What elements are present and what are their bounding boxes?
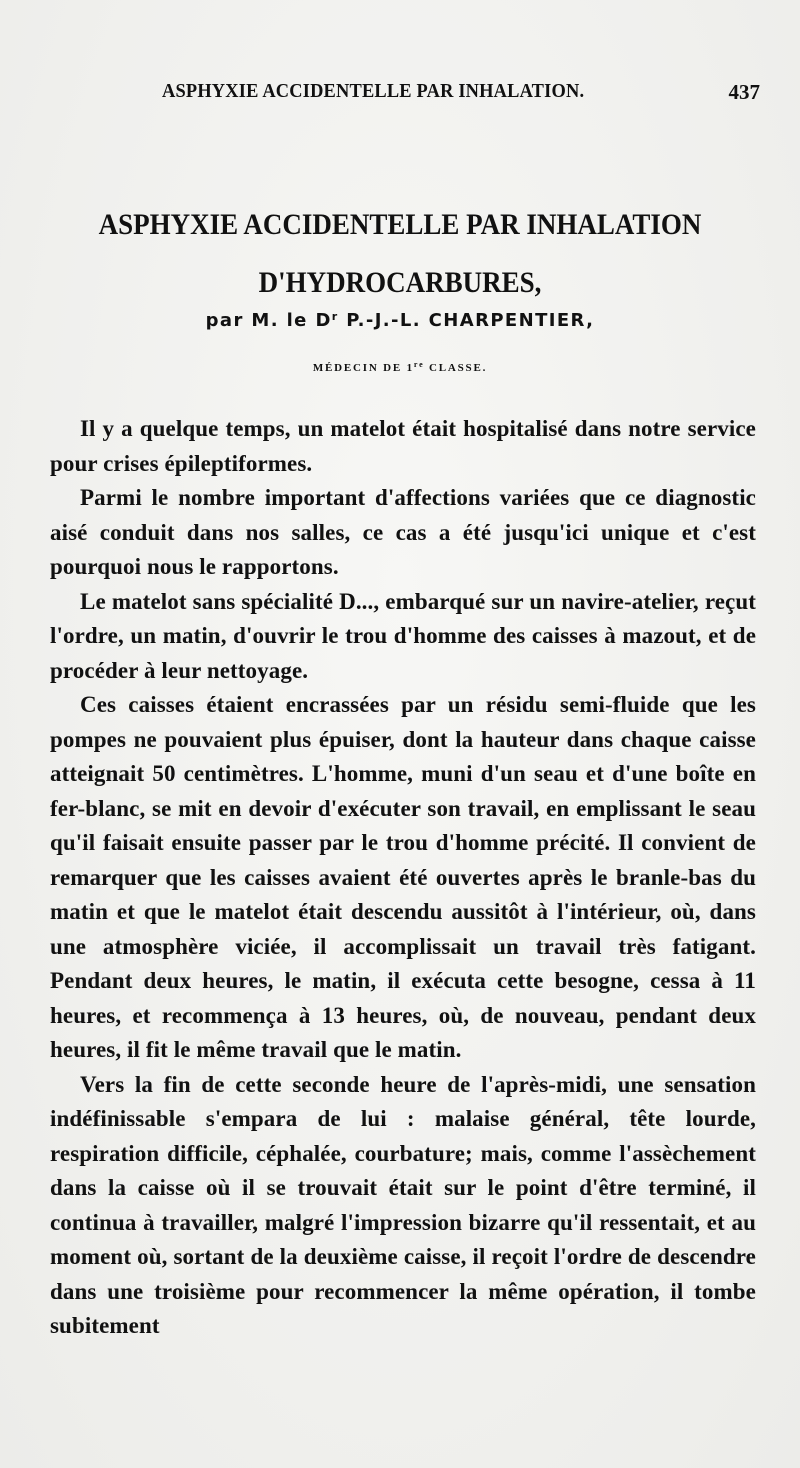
author-name: P.-J.-L. CHARPENTIER,: [338, 310, 595, 331]
role-suffix: CLASSE.: [424, 362, 488, 374]
title-line-1: ASPHYXIE ACCIDENTELLE PAR INHALATION: [98, 208, 702, 241]
paragraph: Vers la fin de cette seconde heure de l'après-midi, une sensation indéfinissable s'empara de lui : malaise général, tête lourde, respiration difficile, céphalée, courbature; mais, comme l'assèchement dans la caisse où il se trouvait était sur le point d'être terminé, il continua à travailler, malgré l'impression bizarre qu'il ressentait, et au moment où, sortant de la deuxième caisse, il reçoit l'ordre de descendre dans une troisième pour recommencer la même opération, il tombe subitement: [50, 1071, 756, 1338]
role-prefix: MÉDECIN DE 1: [312, 362, 414, 374]
author-superscript: r: [331, 310, 339, 323]
author-line: [0, 310, 800, 331]
paragraph: Ces caisses étaient encrassées par un résidu semi-fluide que les pompes ne pouvaient plus épuiser, dont la hauteur dans chaque caisse atteignait 50 centimètres. L'homme, muni d'un seau et d'une boîte en fer-blanc, se mit en devoir d'exécuter son travail, en emplissant le seau qu'il faisait ensuite passer par le trou d'homme précité. Il convient de remarquer que les caisses avaient été ouvertes après le branle-bas du matin et que le matelot était descendu aussitôt à l'intérieur, où, dans une atmosphère viciée, il accomplissait un travail très fatigant. Pendant deux heures, le matin, il exécuta cette besogne, cessa à 11 heures, et recommença à 13 heures, où, de nouveau, pendant deux heures, il fit le même travail que le matin.: [50, 692, 756, 1062]
article-body: [50, 412, 756, 1344]
page-number: 437: [728, 80, 760, 104]
author-prefix: par M. le D: [205, 310, 332, 331]
running-title: ASPHYXIE ACCIDENTELLE PAR INHALATION.: [162, 80, 585, 102]
running-header: [140, 80, 760, 110]
paragraph: Parmi le nombre important d'affections variées que ce diagnostic aisé conduit dans nos salles, ce cas a été jusqu'ici unique et c'est pourquoi nous le rapportons.: [50, 485, 756, 579]
paragraph: Le matelot sans spécialité D..., embarqué sur un navire-atelier, reçut l'ordre, un matin, d'ouvrir le trou d'homme des caisses à mazout, et de procéder à leur nettoyage.: [50, 588, 756, 683]
article-title: [40, 196, 760, 312]
role-superscript: re: [413, 360, 425, 369]
paragraph: Il y a quelque temps, un matelot était hospitalisé dans notre service pour crises épileptiformes.: [50, 416, 756, 476]
author-role: [0, 360, 800, 374]
title-line-2: D'HYDROCARBURES,: [258, 266, 542, 299]
